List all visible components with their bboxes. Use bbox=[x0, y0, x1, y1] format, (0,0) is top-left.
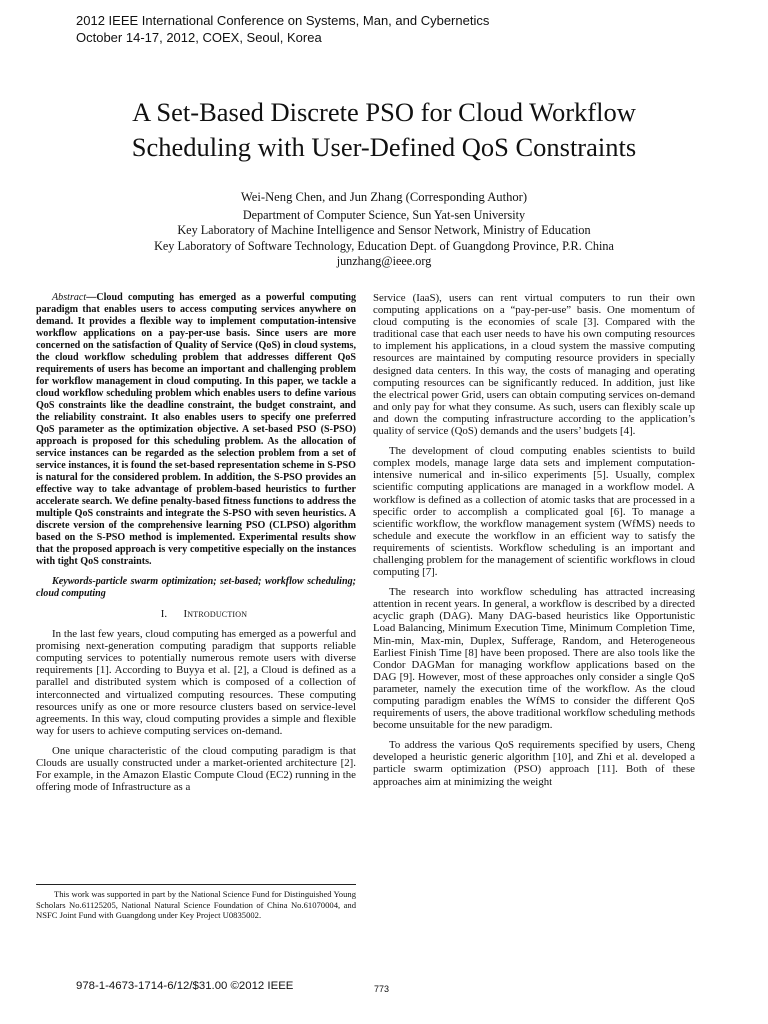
intro-paragraph-5: To address the various QoS requirements specified by users, Cheng developed a heuristic generic algorithm [10], and Zhi et al. developed a particle swarm optimization (PSO) approach [11]. Both of these approaches aim at minimizing the weight bbox=[373, 739, 695, 788]
footnote-text: This work was supported in part by the National Science Fund for Distinguished Young Scholars No.61125205, National Natural Science Foundation of China No.61070004, and NSFC Joint Fund with Guangdong under Key Project U0835002. bbox=[36, 889, 356, 921]
intro-paragraph-2-continued: Service (IaaS), users can rent virtual computers to run their own computing applications on a “pay-per-use” basis. One momentum of cloud computing is the economies of scale [3]. Compared with the traditional case that each user needs to have his own computing resources to implement his applications, in a cloud system the massive computing resources are maintained by computing resource providers in specially designed data centers. In this way, the costs of managing and operating computing resources can be significantly reduced. In addition, just like the electrical power Grid, users can obtain computing services on-demand and only pay for what they consume. As such, users can flexibly scale up and down the computing infrastructure according to the application’s quality of service (QoS) demands and the users’ budgets [4]. bbox=[373, 292, 695, 438]
title-line-2: Scheduling with User-Defined QoS Constraints bbox=[131, 132, 637, 162]
conference-date-location: October 14-17, 2012, COEX, Seoul, Korea bbox=[76, 30, 322, 45]
right-column bbox=[373, 292, 695, 796]
section-number: I. bbox=[160, 608, 168, 620]
intro-paragraph-4: The research into workflow scheduling has attracted increasing attention in recent years. In general, a workflow is described by a directed acyclic graph (DAG). Many DAG-based heuristics like Opportunistic Load Balancing, Minimum Execution Time, Minimum Completion Time, Min-min, Max-min, Duplex, Sufferage, Random, and Heterogeneous Earliest Finish Time [8] have been proposed. There are also tools like the Condor DAGMan for managing workflow applications based on the DAG [9]. However, most of these approaches only consider a single QoS parameter, namely the execution time of the workflow. As the cloud computing paradigm enables the WfMS to consider the different QoS requirements of users, the above traditional workflow scheduling methods become unsuitable for the new paradigm. bbox=[373, 586, 695, 732]
author-email: junzhang@ieee.org bbox=[336, 254, 432, 268]
affiliation-3: Key Laboratory of Software Technology, Education Dept. of Guangdong Province, P.R. China bbox=[154, 238, 614, 253]
intro-paragraph-2: One unique characteristic of the cloud computing paradigm is that Clouds are usually constructed under a market-oriented architecture [2]. For example, in the Amazon Elastic Compute Cloud (EC2) running in the offering mode of Infrastructure as a bbox=[36, 744, 356, 794]
abstract-dash: — bbox=[86, 292, 97, 303]
section-heading-introduction bbox=[36, 608, 356, 620]
left-column bbox=[36, 292, 356, 801]
affiliation-1: Department of Computer Science, Sun Yat-sen University bbox=[242, 207, 526, 222]
title-line-1: A Set-Based Discrete PSO for Cloud Workflow bbox=[132, 97, 636, 127]
conference-name: 2012 IEEE International Conference on Systems, Man, and Cybernetics bbox=[76, 13, 490, 28]
affiliation-2: Key Laboratory of Machine Intelligence and Sensor Network, Ministry of Education bbox=[177, 223, 591, 237]
page-number: 773 bbox=[374, 984, 390, 994]
funding-footnote bbox=[36, 884, 356, 921]
isbn-copyright: 978-1-4673-1714-6/12/$31.00 ©2012 IEEE bbox=[76, 980, 294, 992]
keywords: Keywords-particle swarm optimization; set-based; workflow scheduling; cloud computing bbox=[36, 576, 356, 599]
author-block bbox=[0, 190, 768, 270]
author-names: Wei-Neng Chen, and Jun Zhang (Corresponding Author) bbox=[240, 190, 528, 204]
abstract-text: Cloud computing has emerged as a powerful computing paradigm that enables users to access computing services anywhere on demand. It provides a flexible way to implement computation-intensive workflow applications on a pay-per-use basis. Since users are more concerned on the satisfaction of Quality of Service (QoS) in cloud systems, the cloud workflow scheduling problem that addresses different QoS requirements of users has become an important and challenging problem for workflow management in cloud computing. In this paper, we tackle a cloud workflow scheduling problem which enables users to define various QoS constraints like the deadline constraint, the budget constraint, and the reliability constraint. It also enables users to specify one preferred QoS parameter as the optimization objective. A set-based PSO (S-PSO) approach is proposed for this scheduling problem. As the allocation of service instances can be regarded as the selection problem from a set of service instances, it is found the set-based representation scheme in S-PSO is natural for the considered problem. In addition, the S-PSO provides an effective way to take advantage of problem-based heuristics to further accelerate search. We define penalty-based fitness functions to address the multiple QoS constraints and integrate the S-PSO with seven heuristics. A discrete version of the comprehensive learning PSO (CLPSO) algorithm based on the S-PSO method is implemented. Experimental results show that the proposed approach is very competitive especially on the instances with tight QoS constraints. bbox=[36, 292, 356, 567]
abstract-label: Abstract bbox=[52, 292, 87, 303]
abstract bbox=[36, 292, 356, 568]
section-title: Introduction bbox=[183, 608, 248, 620]
conference-header bbox=[76, 12, 489, 46]
intro-paragraph-1: In the last few years, cloud computing has emerged as a powerful and promising next-generation computing paradigm that supports reliable computing services to potentially numerous remote users with diverse requirements [1]. According to Buyya et al. [2], a Cloud is defined as a parallel and distributed system which is composed of a collection of interconnected and virtualized computing resources. These computing resources unify as one or more resource clusters based on service-level agreements. In this way, cloud computing provides a simple and flexible way for users to achieve computing services on-demand. bbox=[36, 628, 356, 737]
paper-title bbox=[0, 95, 768, 165]
intro-paragraph-3: The development of cloud computing enables scientists to build complex models, manage large data sets and implement computation-intensive numerical and in-silico experiments [5]. Usually, complex scientific computing applications are managed in a workflow model. A workflow is defined as a collection of atomic tasks that are processed in a specific order to accomplish a complicated goal [6]. To manage a scientific workflow, the workflow management system (WfMS) needs to schedule and execute the workflow in an efficient way to satisfy the requirements of scientists. Workflow scheduling is an important and challenging problem for the management of scientific workflows in cloud computing [7]. bbox=[373, 445, 695, 579]
